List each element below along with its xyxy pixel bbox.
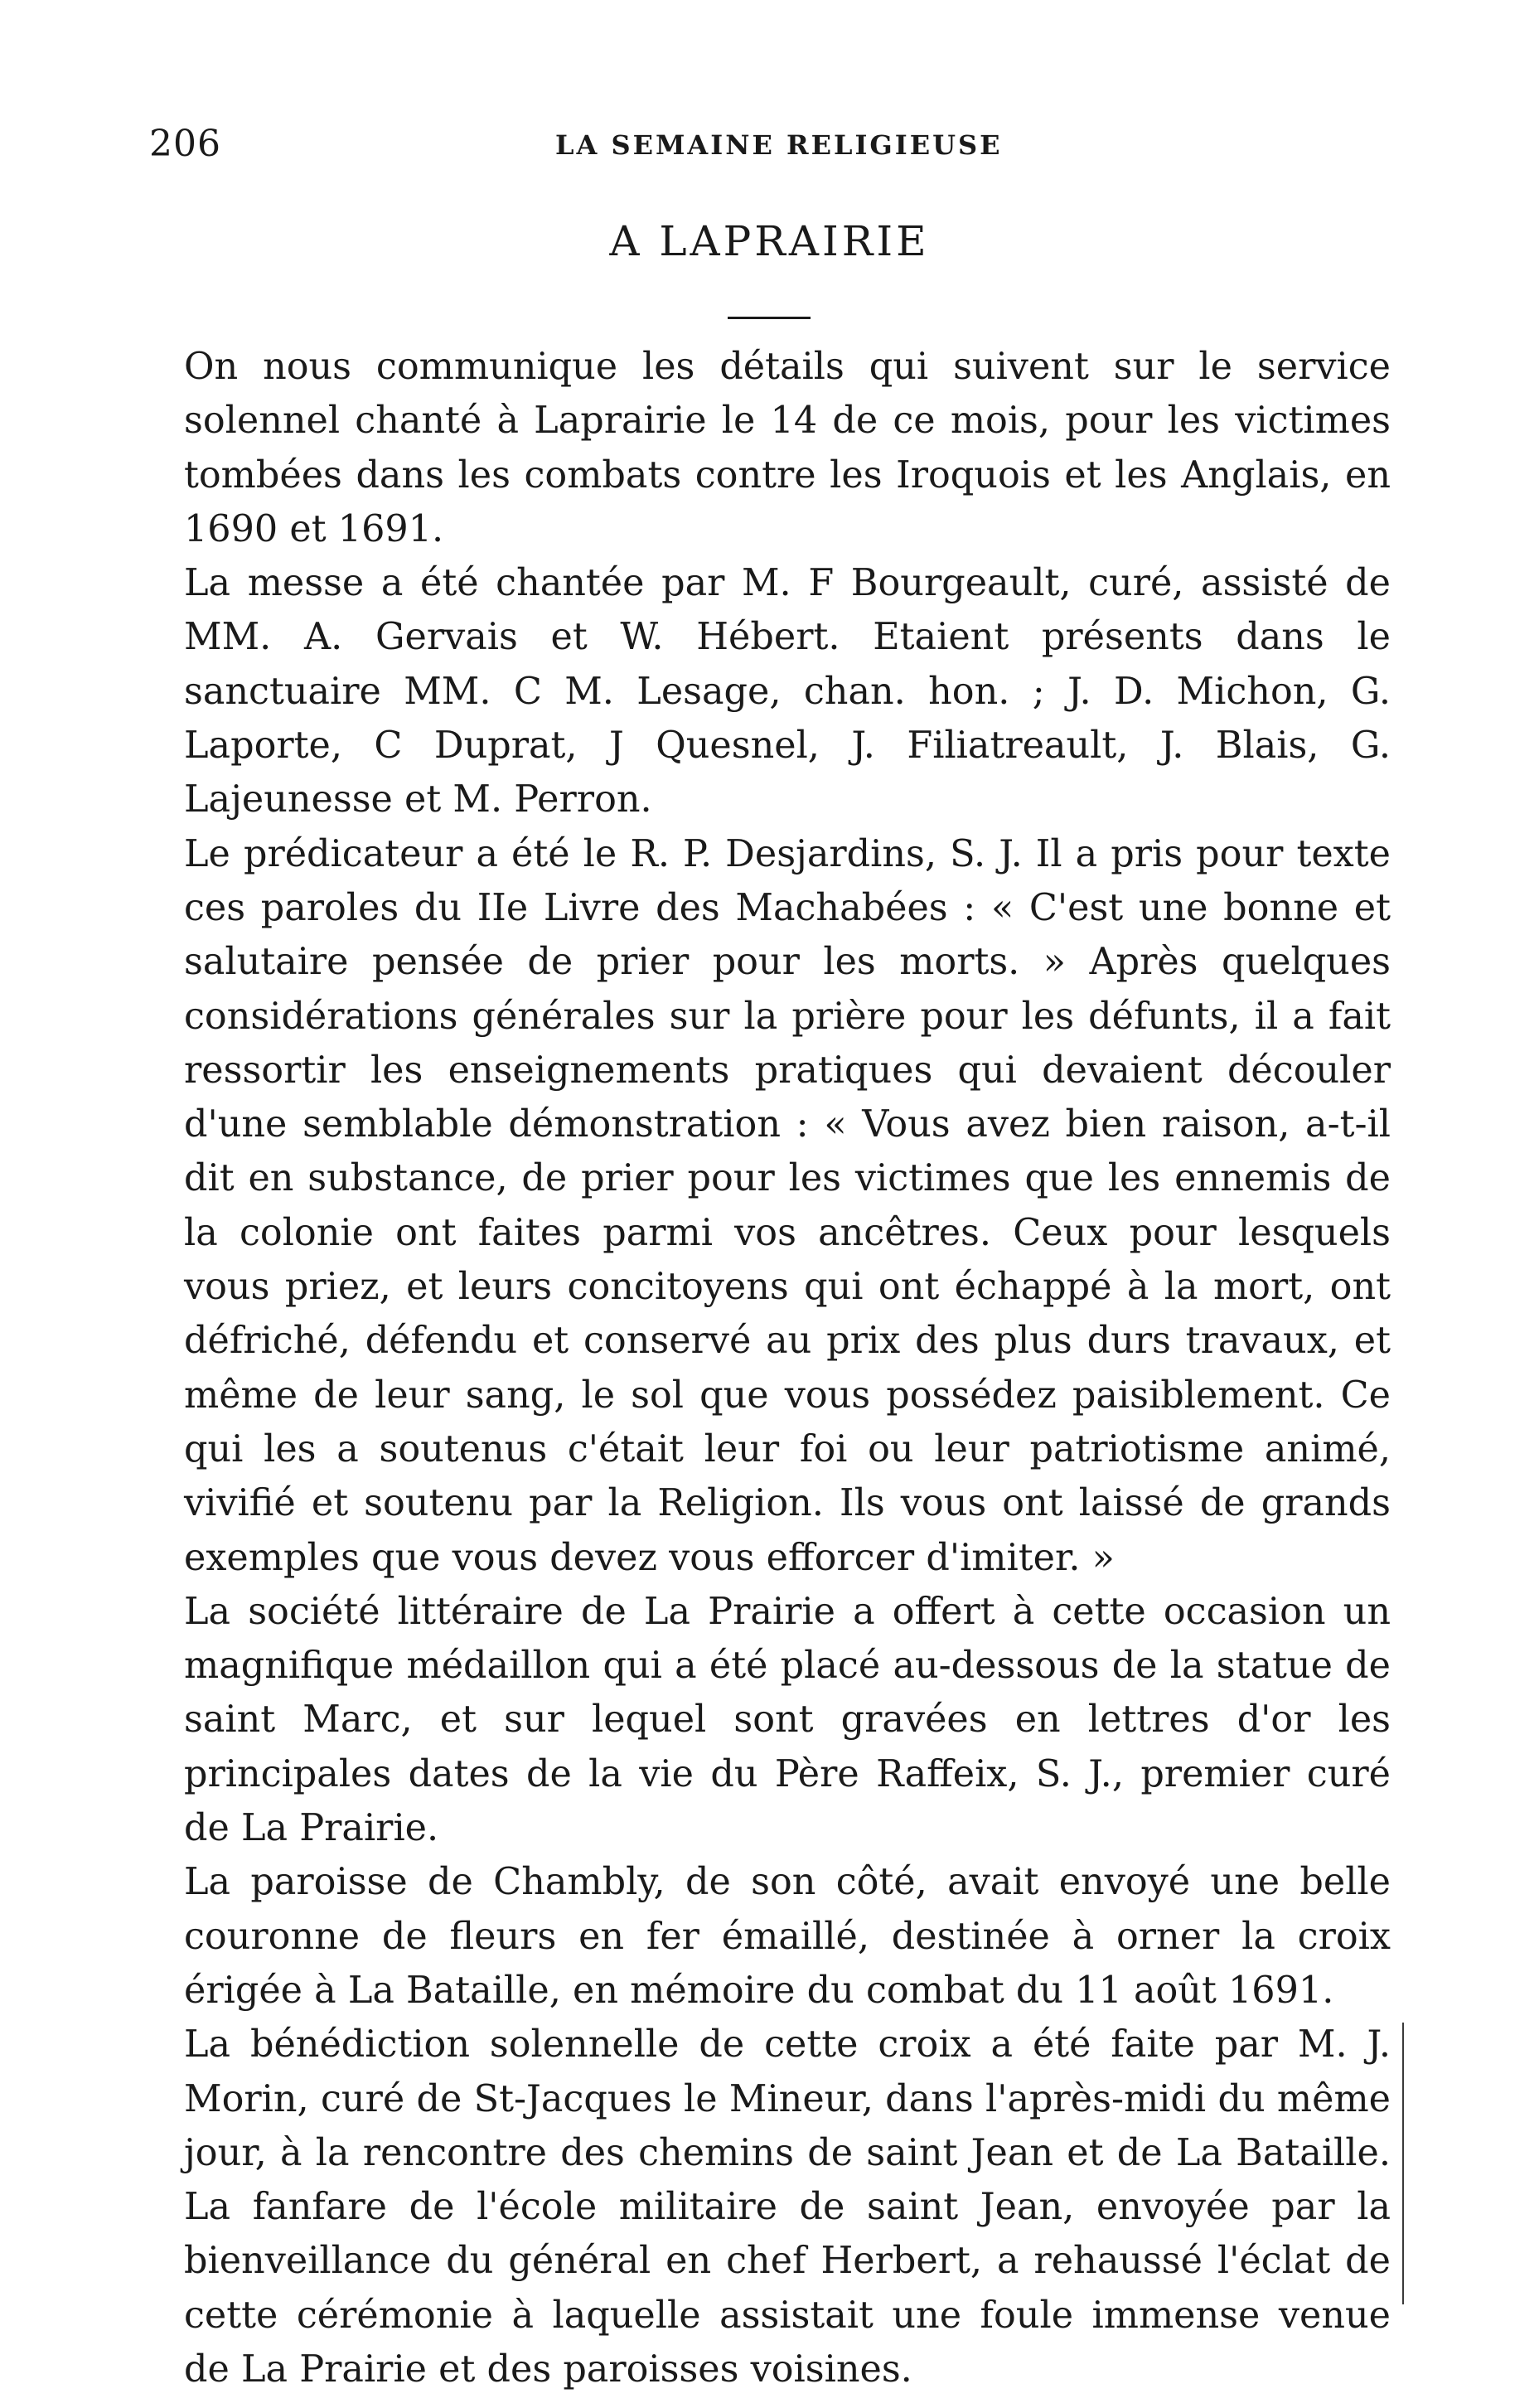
margin-rule — [1402, 2023, 1404, 2304]
paragraph-3: Le prédicateur a été le R. P. Desjardins, S. J. Il a pris pour texte ces paroles du IIe Livre des Machabées : « C'est une bonne et salutaire pensée de prier pour les morts. » Après quelques considérations générales sur la prière pour les défunts, il a fait ressortir les enseignements pratiques qui devaient découler d'une semblable démonstration : « Vous avez bien raison, a-t-il dit en substance, de prier pour les victimes que les ennemis de la colonie ont faites parmi vos ancêtres. Ceux pour lesquels vous priez, et leurs concitoyens qui ont échappé à la mort, ont défriché, défendu et conservé au prix des plus durs travaux, et même de leur sang, le sol que vous possédez paisiblement. Ce qui les a soutenus c'était leur foi ou leur patriotisme animé, vivifié et soutenu par la Religion. Ils vous ont laissé de grands exemples que vous devez vous efforcer d'imiter. » — [184, 832, 1391, 1579]
paragraph-2: La messe a été chantée par M. F Bourgeault, curé, assisté de MM. A. Gervais et W. Hébert. Etaient présents dans le sanctuaire MM. C M. Lesage, chan. hon. ; J. D. Michon, G. Laporte, C Duprat, J Quesnel, J. Filiatreault, J. Blais, G. Lajeunesse et M. Perron. — [184, 562, 1391, 821]
paragraph-6: La bénédiction solennelle de cette croix a été faite par M. J. Morin, curé de St-Jacques le Mineur, dans l'après-midi du même jour, à la rencontre des chemins de saint Jean et de La Bataille. La fanfare de l'école militaire de saint Jean, envoyée par la bienveillance du général en chef Herbert, a rehaussé l'éclat de cette cérémonie à laquelle assistait une foule immense venue de La Prairie et des paroisses voisines. — [184, 2023, 1391, 2391]
paragraph-4: La société littéraire de La Prairie a offert à cette occasion un magnifique médaillon qui a été placé au-dessous de la statue de saint Marc, et sur lequel sont gravées en lettres d'or les principales dates de la vie du Père Raffeix, S. J., premier curé de La Prairie. — [184, 1590, 1391, 1850]
article-title: A LAPRAIRIE — [609, 217, 930, 265]
paragraph-1: On nous communique les détails qui suivent sur le service solennel chanté à Laprairie le 14 de ce mois, pour les victimes tombées dans les combats contre les Iroquois et les Anglais, en 1690 et 1691. — [184, 346, 1391, 550]
page-header — [149, 123, 1343, 172]
running-head: LA SEMAINE RELIGIEUSE — [555, 129, 1003, 161]
paragraph-5: La paroisse de Chambly, de son côté, avait envoyé une belle couronne de fleurs en fer émaillé, destinée à orner la croix érigée à La Bataille, en mémoire du combat du 11 août 1691. — [184, 1861, 1391, 2012]
page-number: 206 — [149, 123, 221, 165]
article-body — [184, 340, 1391, 2396]
title-rule — [728, 317, 811, 319]
